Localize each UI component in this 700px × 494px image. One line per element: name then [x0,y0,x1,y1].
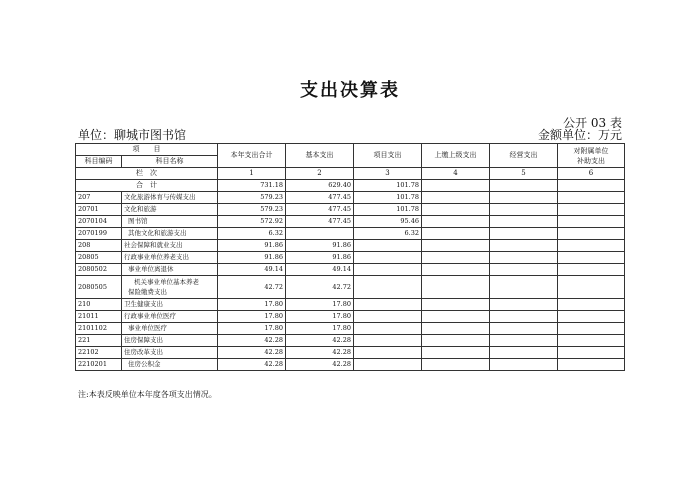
row-upper [422,311,490,323]
row-basic: 91.86 [286,252,354,264]
row-name: 事业单位离退休 [122,264,218,276]
amount-unit: 金额单位：万元 [537,128,622,142]
row-subsidy [558,323,625,335]
summary-label: 合 计 [76,180,218,192]
column-index-1: 1 [218,168,286,180]
row-operation [490,216,558,228]
row-project: 101.78 [354,204,422,216]
row-basic: 17.80 [286,299,354,311]
row-name: 住房公积金 [122,359,218,371]
column-index-4: 4 [422,168,490,180]
row-code: 221 [76,335,122,347]
header-total: 本年支出合计 [218,144,286,168]
summary-upper [422,180,490,192]
row-subsidy [558,204,625,216]
row-project [354,347,422,359]
row-name: 行政事业单位养老支出 [122,252,218,264]
row-basic: 42.72 [286,276,354,299]
row-code: 2210201 [76,359,122,371]
row-basic: 49.14 [286,264,354,276]
row-total: 572.92 [218,216,286,228]
row-operation [490,228,558,240]
column-index-row [76,168,625,180]
row-name: 其他文化和旅游支出 [122,228,218,240]
table-row [76,347,625,359]
row-upper [422,240,490,252]
table-row [76,299,625,311]
row-project [354,276,422,299]
header-project: 项目支出 [354,144,422,168]
row-name: 事业单位医疗 [122,323,218,335]
row-upper [422,192,490,204]
row-basic: 42.28 [286,347,354,359]
row-name: 社会保障和就业支出 [122,240,218,252]
row-basic: 477.45 [286,192,354,204]
row-upper [422,216,490,228]
row-code: 2070199 [76,228,122,240]
page-title: 支出决算表 [300,80,400,101]
row-subsidy [558,264,625,276]
unit-name: 单位：聊城市图书馆 [78,128,187,142]
row-upper [422,299,490,311]
row-total: 91.86 [218,252,286,264]
row-code: 20701 [76,204,122,216]
row-basic: 477.45 [286,216,354,228]
row-name: 行政事业单位医疗 [122,311,218,323]
row-total: 49.14 [218,264,286,276]
row-code: 2080505 [76,276,122,299]
header-name: 科目名称 [122,156,218,168]
row-upper [422,252,490,264]
row-operation [490,264,558,276]
header-operation: 经营支出 [490,144,558,168]
summary-total: 731.18 [218,180,286,192]
table-row [76,264,625,276]
row-total: 42.28 [218,347,286,359]
header-subsidy [558,144,625,168]
row-operation [490,299,558,311]
row-project [354,264,422,276]
row-total: 6.32 [218,228,286,240]
header-row-1 [76,144,625,156]
row-basic: 17.80 [286,311,354,323]
row-code: 2080502 [76,264,122,276]
column-index-3: 3 [354,168,422,180]
row-basic: 91.86 [286,240,354,252]
row-code: 207 [76,192,122,204]
row-total: 17.80 [218,323,286,335]
row-basic: 42.28 [286,359,354,371]
row-subsidy [558,216,625,228]
row-upper [422,204,490,216]
row-operation [490,252,558,264]
row-name: 文化和旅游 [122,204,218,216]
row-name: 住房保障支出 [122,335,218,347]
row-project [354,311,422,323]
table-row [76,216,625,228]
table-row [76,359,625,371]
summary-basic: 629.40 [286,180,354,192]
row-code: 2070104 [76,216,122,228]
column-index-2: 2 [286,168,354,180]
row-name-line2: 保险缴费支出 [128,288,167,296]
header-subsidy-line2: 补助支出 [577,156,605,165]
row-total: 17.80 [218,299,286,311]
row-basic [286,228,354,240]
row-total: 579.23 [218,204,286,216]
row-code: 2101102 [76,323,122,335]
row-operation [490,323,558,335]
column-index-6: 6 [558,168,625,180]
row-operation [490,359,558,371]
row-project [354,323,422,335]
expenditure-table [75,143,625,371]
header-basic: 基本支出 [286,144,354,168]
row-name: 文化旅游体育与传媒支出 [122,192,218,204]
row-operation [490,204,558,216]
row-upper [422,359,490,371]
row-name-line1: 机关事业单位基本养老 [134,278,199,286]
column-index-5: 5 [490,168,558,180]
table-row [76,311,625,323]
table-row [76,335,625,347]
row-code: 22102 [76,347,122,359]
row-total: 42.72 [218,276,286,299]
row-code: 20805 [76,252,122,264]
row-code: 210 [76,299,122,311]
row-operation [490,192,558,204]
row-operation [490,311,558,323]
summary-row [76,180,625,192]
row-subsidy [558,252,625,264]
row-total: 42.28 [218,359,286,371]
row-name [122,276,218,299]
summary-operation [490,180,558,192]
row-basic: 42.28 [286,335,354,347]
table-code: 公开 03 表 [563,116,622,130]
row-project [354,359,422,371]
header-subsidy-line1: 对附属单位 [573,146,609,155]
row-name: 住房改革支出 [122,347,218,359]
summary-project: 101.78 [354,180,422,192]
row-basic: 477.45 [286,204,354,216]
row-operation [490,335,558,347]
row-total: 42.28 [218,335,286,347]
header-item: 项 目 [76,144,218,156]
row-project [354,240,422,252]
table-row [76,228,625,240]
row-project [354,299,422,311]
table-row [76,323,625,335]
table-row [76,276,625,299]
row-total: 17.80 [218,311,286,323]
row-upper [422,323,490,335]
row-upper [422,228,490,240]
row-project [354,252,422,264]
table-row [76,252,625,264]
table-row [76,240,625,252]
row-project: 101.78 [354,192,422,204]
column-index-label: 栏 次 [76,168,218,180]
row-subsidy [558,276,625,299]
row-upper [422,276,490,299]
header-upper: 上缴上级支出 [422,144,490,168]
row-project: 6.32 [354,228,422,240]
row-subsidy [558,347,625,359]
row-code: 21011 [76,311,122,323]
row-subsidy [558,359,625,371]
row-total: 91.86 [218,240,286,252]
row-name: 卫生健康支出 [122,299,218,311]
row-operation [490,276,558,299]
row-subsidy [558,240,625,252]
table-row [76,204,625,216]
row-code: 208 [76,240,122,252]
table-row [76,192,625,204]
row-operation [490,347,558,359]
row-upper [422,335,490,347]
row-basic: 17.80 [286,323,354,335]
summary-subsidy [558,180,625,192]
row-subsidy [558,228,625,240]
row-subsidy [558,335,625,347]
row-subsidy [558,311,625,323]
row-subsidy [558,299,625,311]
row-total: 579.23 [218,192,286,204]
row-project: 95.46 [354,216,422,228]
header-code: 科目编码 [76,156,122,168]
row-project [354,335,422,347]
row-upper [422,347,490,359]
footnote: 注:本表反映单位本年度各项支出情况。 [78,390,217,399]
row-subsidy [558,192,625,204]
row-name: 图书馆 [122,216,218,228]
row-upper [422,264,490,276]
row-operation [490,240,558,252]
